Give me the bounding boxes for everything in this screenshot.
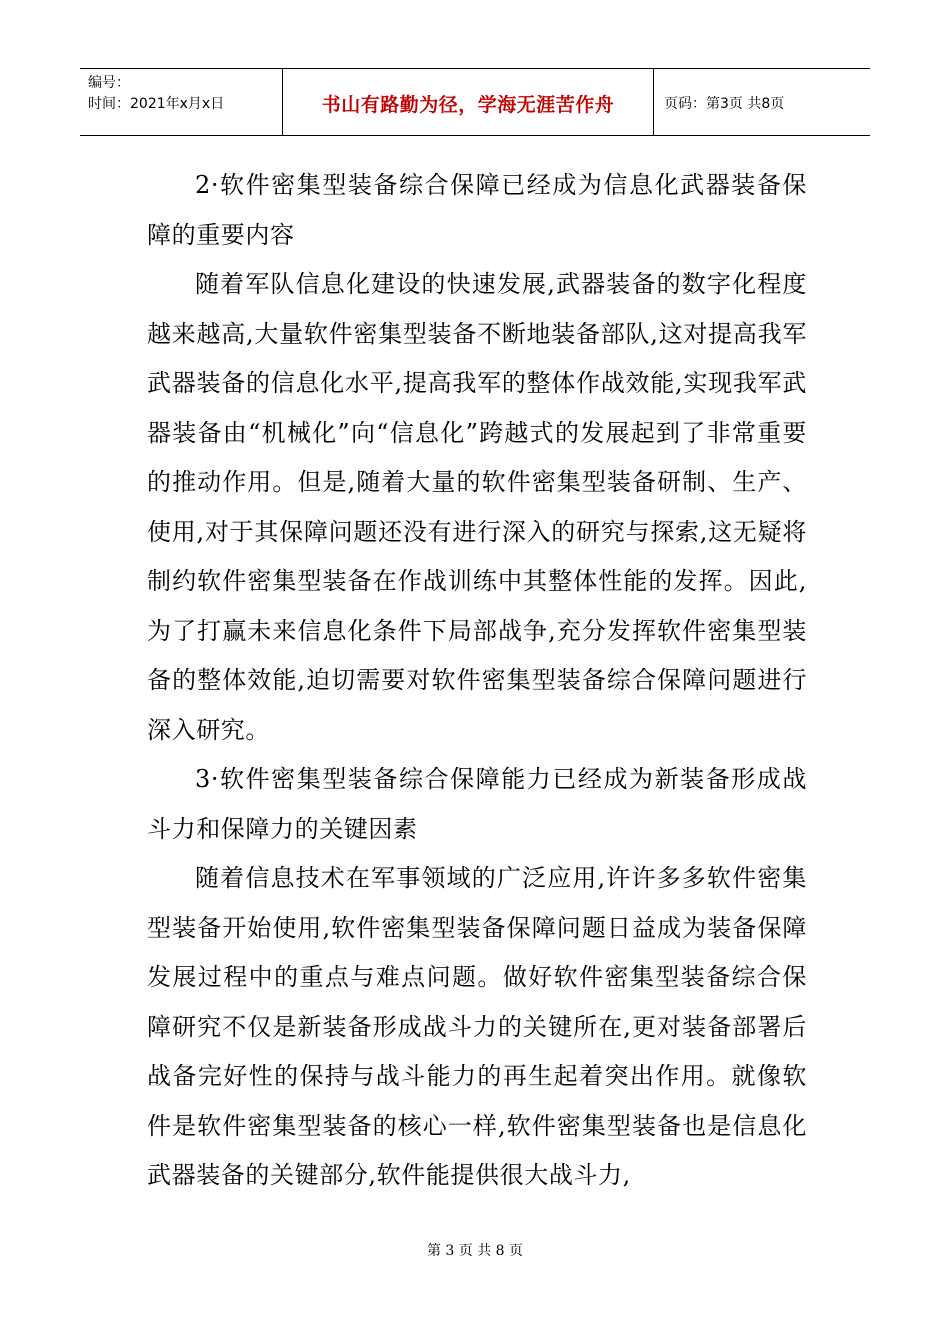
document-time-label: 时间：2021年x月x日 [88,96,225,112]
section-heading-3: 3·软件密集型装备综合保障能力已经成为新装备形成战斗力和保障力的关键因素 [147,765,807,843]
document-header [80,68,870,136]
body-paragraph: 随着信息技术在军事领域的广泛应用,许许多多软件密集型装备开始使用,软件密集型装备保障问题日益成为装备保障发展过程中的重点与难点问题。做好软件密集型装备综合保障研究不仅是新装备形成战斗力的关键所在,更对装备部署后战备完好性的保持与战斗能力的再生起着突出作用。就像软件是软件密集型装备的核心一样,软件密集型装备也是信息化武器装备的关键部分,软件能提供很大战斗力, [147,864,807,1189]
section-heading-2: 2·软件密集型装备综合保障已经成为信息化武器装备保障的重要内容 [147,171,807,249]
header-motto: 书山有路勤为径，学海无涯苦作舟 [283,69,654,135]
document-body [147,161,807,1201]
body-paragraph: 随着军队信息化建设的快速发展,武器装备的数字化程度越来越高,大量软件密集型装备不断地装备部队,这对提高我军武器装备的信息化水平,提高我军的整体作战效能,实现我军武器装备由“机械化”向“信息化”跨越式的发展起到了非常重要的推动作用。但是,随着大量的软件密集型装备研制、生产、使用,对于其保障问题还没有进行深入的研究与探索,这无疑将制约软件密集型装备在作战训练中其整体性能的发挥。因此,为了打赢未来信息化条件下局部战争,充分发挥软件密集型装备的整体效能,迫切需要对软件密集型装备综合保障问题进行深入研究。 [147,270,807,744]
header-meta-cell [80,69,283,135]
page-footer: 第 3 页 共 8 页 [426,1243,524,1259]
header-page-info: 页码：第3页 共8页 [664,96,785,112]
document-number-label: 编号： [88,75,130,91]
